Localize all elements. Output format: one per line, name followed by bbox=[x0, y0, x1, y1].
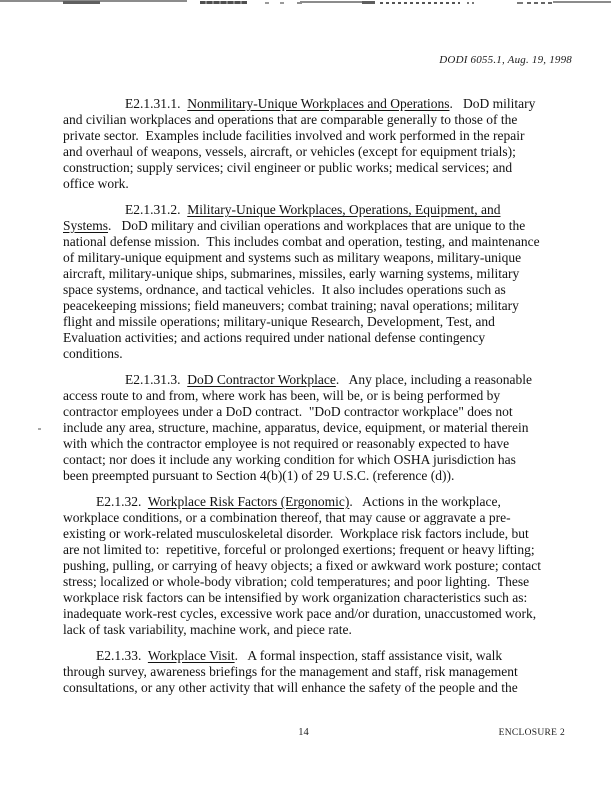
paragraph-heading: Nonmilitary-Unique Workplaces and Operations bbox=[187, 96, 450, 111]
scan-artifact bbox=[527, 2, 553, 4]
paragraph-body: . DoD military and civilian operations and workplaces that are unique to the national defense mission. This includes combat and operation, testing, and maintenance of military-unique equipment and systems such as military weapons, military-unique aircraft, military-unique ships, submarines, missiles, early warning systems, military space systems, ordnance, and tactical vehicles. It also includes operations such as peacekeeping missions; field maneuvers; combat training; naval operations; military flight and missile operations; military-unique Research, Development, Test, and Evaluation activities; and actions required under national defense contingency conditions. bbox=[63, 218, 540, 361]
scan-artifact bbox=[38, 428, 41, 430]
scan-artifact bbox=[380, 2, 460, 4]
enclosure-label: ENCLOSURE 2 bbox=[498, 728, 565, 738]
scan-artifact bbox=[517, 2, 523, 4]
scan-artifact bbox=[362, 1, 375, 4]
paragraph-body: . A formal inspection, staff assistance visit, walk through survey, awareness briefings for the management and staff, risk management consultations, or any other activity that will enhance the safety of the people and the bbox=[63, 648, 518, 695]
scan-artifact bbox=[63, 1, 100, 4]
paragraph-number: E2.1.31.1. bbox=[125, 96, 188, 111]
page-number: 14 bbox=[298, 727, 309, 738]
paragraph-body: . Actions in the workplace, workplace conditions, or a combination thereof, that may cause or aggravate a pre-existing or work-related musculoskeletal disorder. Workplace risk factors include, but are not limited to: repetitive, forceful or prolonged exertions; frequent or heavy lifting; pushing, pulling, or carrying of heavy objects; a fixed or awkward work posture; contact stress; localized or whole-body vibration; cold temperatures; and poor lighting. These workplace risk factors can be intensified by work organization characteristics such as: inadequate work-rest cycles, excessive work pace and/or duration, unaccustomed work, lack of task variability, machine work, and piece rate. bbox=[63, 494, 541, 637]
paragraph-number: E2.1.33. bbox=[96, 648, 148, 663]
scan-artifact bbox=[0, 0, 187, 2]
paragraph-heading: Workplace Risk Factors (Ergonomic) bbox=[147, 494, 350, 509]
paragraph-number: E2.1.31.3. bbox=[125, 372, 188, 387]
scan-artifact bbox=[467, 2, 477, 4]
doc-reference: DODI 6055.1, Aug. 19, 1998 bbox=[439, 54, 572, 66]
scan-artifact bbox=[297, 2, 302, 4]
scan-artifact bbox=[280, 2, 284, 4]
paragraph-e2-1-33 bbox=[63, 648, 544, 696]
scan-artifact bbox=[553, 1, 611, 3]
scan-artifact bbox=[265, 2, 269, 4]
paragraph-body: . Any place, including a reasonable access route to and from, where work has been, will be, or is being performed by contractor employees under a DoD contract. "DoD contractor workplace" does not include any area, structure, machine, apparatus, device, equipment, or material therein with which the contractor employee is not required or reasonably expected to have contact; nor does it include any working condition for which OSHA jurisdiction has been preempted pursuant to Section 4(b)(1) of 29 U.S.C. (reference (d)). bbox=[63, 372, 532, 483]
paragraph-e2-1-31-2 bbox=[63, 202, 544, 362]
paragraph-number: E2.1.31.2. bbox=[125, 202, 188, 217]
paragraph-e2-1-32 bbox=[63, 494, 544, 638]
paragraph-heading: Military-Unique Workplaces, Operations, Equipment, and Systems bbox=[63, 202, 501, 233]
paragraph-e2-1-31-3 bbox=[63, 372, 544, 484]
scan-artifact bbox=[300, 1, 375, 3]
paragraph-number: E2.1.32. bbox=[96, 494, 148, 509]
paragraph-heading: DoD Contractor Workplace bbox=[187, 372, 336, 387]
paragraph-heading: Workplace Visit bbox=[147, 648, 235, 663]
page-content bbox=[63, 96, 544, 706]
paragraph-e2-1-31-1 bbox=[63, 96, 544, 192]
scan-artifact bbox=[200, 1, 247, 4]
paragraph-body: . DoD military and civilian workplaces and operations that are comparable generally to those of the private sector. Examples include facilities involved and work performed in the repair and overhaul of weapons, vessels, aircraft, or vehicles (except for equipment trials); construction; supply services; civil engineer or public works; medical services; and office work. bbox=[63, 96, 536, 191]
